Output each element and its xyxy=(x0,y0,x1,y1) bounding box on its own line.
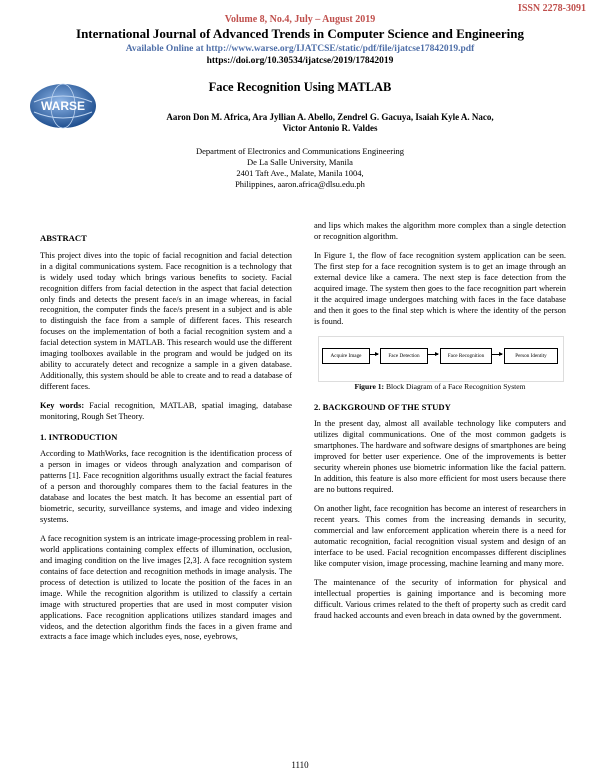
paper-title: Face Recognition Using MATLAB xyxy=(208,80,392,94)
keywords xyxy=(40,401,292,423)
available-online-link[interactable]: Available Online at http://www.warse.org/IJATCSE/static/pdf/file/ijatcse17842019.pdf xyxy=(125,44,475,54)
box-face-detection: Face Detection xyxy=(380,348,428,364)
box-person-identity: Person Identity xyxy=(504,348,558,364)
volume-line: Volume 8, No.4, July – August 2019 xyxy=(224,14,376,25)
left-column xyxy=(40,233,292,652)
figure-1-caption xyxy=(314,382,566,393)
background-paragraph-1: In the present day, almost all available technology like computers and utilizes digital communications. One of the most common gadgets is smartphones. The hardware and software designs of smartphones are being improved for better user experience. One of the improvements is better security wherein phones use biometric information like the facial pattern. In addition, this feature is also more efficient for most users because there are no buttons required. xyxy=(314,419,566,494)
affiliation-line-3: 2401 Taft Ave., Malate, Manila 1004, xyxy=(236,168,364,178)
keywords-label: Key words: xyxy=(40,401,85,411)
arrow-1 xyxy=(369,354,378,355)
arrow-3 xyxy=(491,354,502,355)
intro-paragraph-1: According to MathWorks, face recognition is the identification process of a person in images or videos through analyzation and comparison of patterns [1]. Face recognition algorithms usually extract the facial features of a person and thoroughly compares them to the facial features in the database and locates the best match. It has become an essential part of biometric, security, surveillance systems, and image and video indexing systems. xyxy=(40,449,292,524)
caption-label: Figure 1: xyxy=(354,382,385,392)
affiliation xyxy=(120,146,480,190)
abstract-heading: ABSTRACT xyxy=(40,233,87,243)
intro-paragraph-3: In Figure 1, the flow of face recognition system application can be seen. The first step for a face recognition system is to get an image through an external device like a camera. The next step is face detection from the acquired image. The system then goes to the face recognition part wherein it the acquired image undergoes matching with faces in the face database and then it goes to the final step which is where the identity of the person is found. xyxy=(314,251,566,326)
authors xyxy=(100,112,560,134)
abstract-text: This project dives into the topic of facial recognition and facial detection in a digital communications system. Face recognition is a technology that is widely used today which brings various benefits to society. Facial recognition differs from facial detection in the aspect that facial detection only finds and detects the present face/s in an image whereas, in facial recognition, the computer finds the face/s present in a subject and is able to distinguish the face from a sample of different faces. This research focuses on the implementation of both a facial recognition system and a facial detection system in MATLAB. This research would use the different imaging toolboxes available in the program and would be judged on its ability to accurately detect and recognize a sample in a given database. Additionally, this system should be able to create and to read a database of different faces. xyxy=(40,250,292,391)
intro-paragraph-2-continued: and lips which makes the algorithm more complex than a single detection or recognition algorithm. xyxy=(314,221,566,241)
intro-paragraph-2: A face recognition system is an intricate image-processing problem in real-world applications containing complex effects of illumination, occlusion, and imaging condition on the live images [2,3]. A face recognition system contains of face detection and recognition methods in image analysis. The process of detection is utilized to locate the position of the faces in an image. While the recognition algorithm is utilized to classify a certain image with structured properties that are used in most computer vision applications. Face recognition applications utilizes standard images and videos, and the detection algorithm finds the faces in a given frame and extracts a face image which includes eyes, nose, eyebrows, xyxy=(40,534,292,642)
caption-text: Block Diagram of a Face Recognition System xyxy=(384,382,526,392)
authors-line-1: Aaron Don M. Africa, Ara Jyllian A. Abello, Zendrel G. Gacuya, Isaiah Kyle A. Naco, xyxy=(166,112,494,122)
intro-heading: 1. INTRODUCTION xyxy=(40,431,118,442)
figure-1-diagram xyxy=(314,336,566,382)
right-column xyxy=(314,221,566,630)
background-heading: 2. BACKGROUND OF THE STUDY xyxy=(314,401,451,412)
box-face-recognition: Face Recognition xyxy=(440,348,492,364)
logo-text: WARSE xyxy=(40,99,86,113)
journal-title: International Journal of Advanced Trends in Computer Science and Engineering xyxy=(76,26,524,41)
affiliation-line-2: De La Salle University, Manila xyxy=(247,157,353,167)
background-paragraph-3: The maintenance of the security of information for physical and intellectual properties is gaining importance and is becoming more difficult. Various crimes related to the theft of property such as credit card fraud hacked accounts and even breach in data owned by the government. xyxy=(314,578,566,620)
authors-line-2: Victor Antonio R. Valdes xyxy=(282,123,378,133)
background-paragraph-2: On another light, face recognition has become an interest of researchers in recent years. This comes from the increasing demands in security, commercial and law enforcement application wherein there is a need for automatic recognition, facial recognition visual system and design of an interface to be used. Facial recognition encompasses different disciplines like computer vision, image processing, machine learning and many more. xyxy=(314,504,566,568)
arrow-2 xyxy=(427,354,438,355)
affiliation-line-1: Department of Electronics and Communications Engineering xyxy=(196,146,404,156)
affiliation-line-4: Philippines, aaron.africa@dlsu.edu.ph xyxy=(235,179,365,189)
page-number: 1110 xyxy=(291,760,309,770)
issn-label: ISSN 2278-3091 xyxy=(517,3,586,14)
doi-link[interactable]: https://doi.org/10.30534/ijatcse/2019/17842019 xyxy=(206,56,394,66)
box-acquire-image: Acquire Image xyxy=(322,348,370,364)
keywords-text: Facial recognition, MATLAB, spatial imaging, database monitoring, Rough Set Theory. xyxy=(40,401,293,422)
